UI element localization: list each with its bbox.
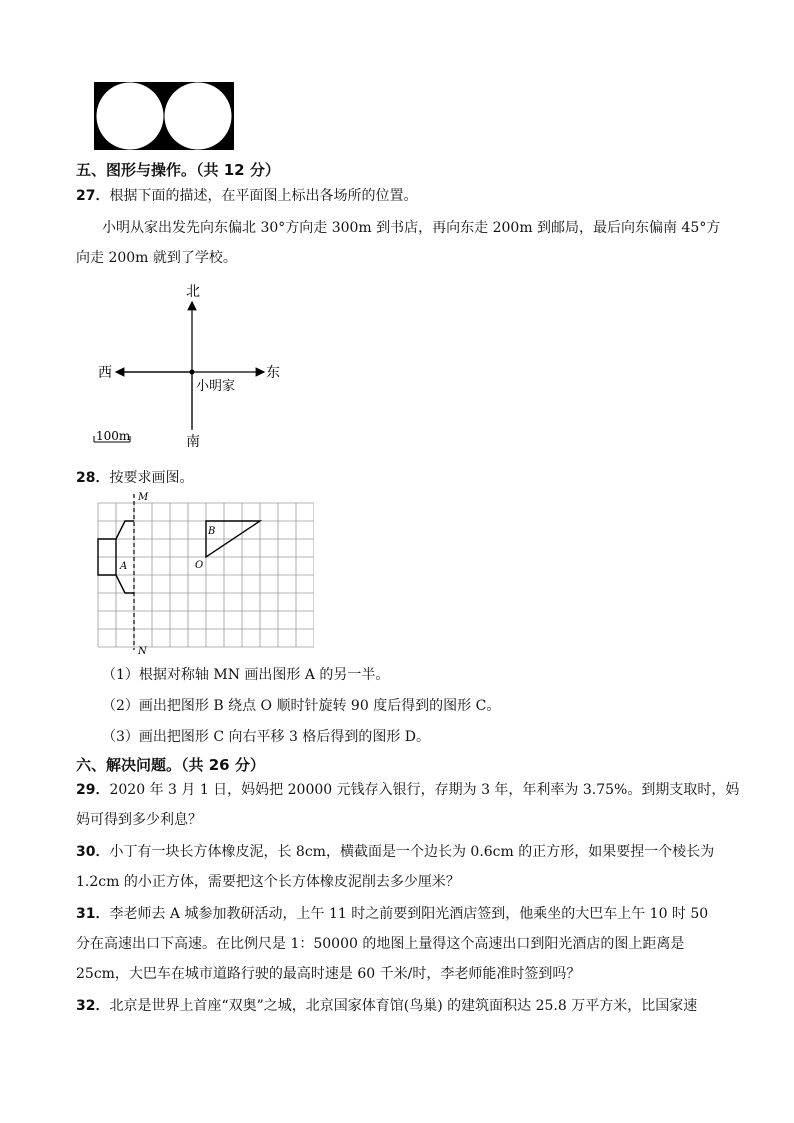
q30-text1: 小丁有一块长方体橡皮泥，长 8cm，横截面是一个边长为 0.6cm 的正方形，如果要捏一个棱长为 — [109, 844, 715, 860]
q27-number: 27． — [76, 188, 110, 204]
south-label: 南 — [186, 434, 200, 450]
q27-prompt: 根据下面的描述，在平面图上标出各场所的位置。 — [109, 188, 418, 204]
q28-number: 28． — [76, 470, 110, 486]
label-n: N — [138, 646, 147, 656]
q28-sub1: （1）根据对称轴 MN 画出图形 A 的另一半。 — [102, 667, 390, 683]
q27-text-line2: 向走 200m 就到了学校。 — [76, 250, 237, 266]
q31-number: 31． — [76, 906, 110, 922]
q32-line1 — [76, 996, 697, 1016]
q29-line1 — [76, 780, 739, 800]
q32-number: 32． — [76, 998, 110, 1014]
q30-line2: 1.2cm 的小正方体，需要把这个长方体橡皮泥削去多少厘米？ — [76, 874, 460, 890]
q32-text1: 北京是世界上首座“双奥”之城，北京国家体育馆(鸟巢) 的建筑面积达 25.8 万平方米，比国家速 — [109, 998, 698, 1014]
q28-prompt-line — [76, 468, 193, 488]
q28-sub2: （2）画出把图形 B 绕点 O 顺时针旋转 90 度后得到的图形 C。 — [102, 698, 501, 714]
scale-label: 100m — [96, 429, 131, 443]
q27-prompt-line — [76, 186, 417, 206]
right-circle — [165, 83, 232, 150]
q30-number: 30． — [76, 844, 110, 860]
compass-diagram — [90, 280, 290, 452]
east-label: 东 — [266, 365, 280, 381]
two-circles-figure — [94, 82, 234, 150]
label-m: M — [138, 492, 149, 503]
q31-text1: 李老师去 A 城参加教研活动，上午 11 时之前要到阳光酒店签到，他乘坐的大巴车上午 10 时 50 — [109, 906, 709, 922]
origin-label: 小明家 — [196, 379, 236, 394]
q29-text1: 2020 年 3 月 1 日，妈妈把 20000 元钱存入银行，存期为 3 年，年利率为 3.75%。到期支取时，妈 — [109, 782, 740, 798]
q31-line1 — [76, 904, 708, 924]
section6-heading: 六、解决问题。（共 26 分） — [76, 756, 265, 774]
label-o: O — [195, 560, 204, 571]
section5-heading: 五、图形与操作。（共 12 分） — [76, 161, 280, 179]
left-circle — [97, 83, 164, 150]
q28-prompt: 按要求画图。 — [109, 470, 194, 486]
label-a: A — [120, 561, 128, 572]
q30-line1 — [76, 842, 714, 862]
west-label: 西 — [98, 365, 112, 381]
grid-figure — [94, 490, 314, 656]
q31-line2: 分在高速出口下高速。在比例尺是 1：50000 的地图上量得这个高速出口到阳光酒店的图上距离是 — [76, 936, 685, 952]
q29-line2: 妈可得到多少利息？ — [76, 812, 202, 828]
q28-sub3: （3）画出把图形 C 向右平移 3 格后得到的图形 D。 — [102, 729, 431, 745]
origin-point — [190, 370, 195, 375]
label-b: B — [208, 526, 216, 537]
q29-number: 29． — [76, 782, 110, 798]
north-label: 北 — [186, 284, 200, 300]
q27-text-line1: 小明从家出发先向东偏北 30°方向走 300m 到书店，再向东走 200m 到邮局，最后向东偏南 45°方 — [102, 220, 721, 236]
q31-line3: 25cm，大巴车在城市道路行驶的最高时速是 60 千米/时，李老师能准时签到吗？ — [76, 966, 581, 982]
